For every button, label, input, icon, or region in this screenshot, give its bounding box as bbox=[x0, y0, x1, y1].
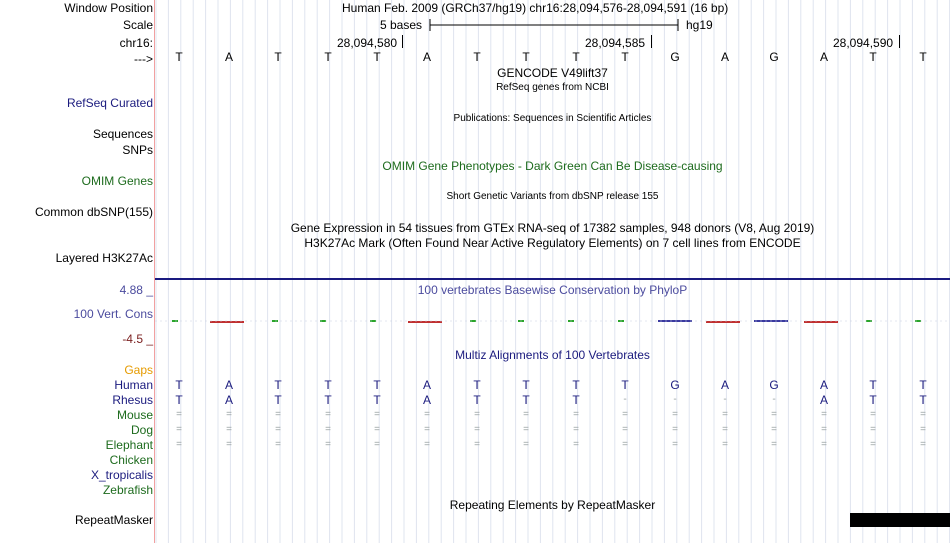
alignment-base: = bbox=[821, 439, 827, 450]
alignment-base: = bbox=[374, 439, 380, 450]
species-label[interactable]: Chicken bbox=[109, 453, 153, 467]
alignment-base: = bbox=[622, 424, 628, 435]
alignment-base: A bbox=[422, 393, 431, 407]
alignment-base: T bbox=[324, 378, 332, 392]
multiz-track-title[interactable]: Multiz Alignments of 100 Vertebrates bbox=[455, 348, 650, 362]
reference-base: G bbox=[670, 50, 680, 64]
alignment-base: = bbox=[722, 439, 728, 450]
alignment-base: T bbox=[373, 378, 381, 392]
gencode-track-title[interactable]: GENCODE V49lift37 bbox=[497, 66, 608, 80]
alignment-base: = bbox=[920, 439, 926, 450]
reference-base: T bbox=[621, 50, 629, 64]
alignment-base: = bbox=[176, 439, 182, 450]
alignment-base: = bbox=[672, 409, 678, 420]
alignment-base: T bbox=[522, 393, 530, 407]
reference-base: T bbox=[572, 50, 580, 64]
chrom-label: chr16: bbox=[119, 36, 153, 50]
alignment-base: A bbox=[819, 393, 828, 407]
phylop-track-title[interactable]: 100 vertebrates Basewise Conservation by PhyloP bbox=[417, 283, 688, 297]
omim-genes-label[interactable]: OMIM Genes bbox=[81, 174, 153, 188]
phylop-mark bbox=[408, 321, 442, 323]
alignment-base: = bbox=[176, 424, 182, 435]
refseq-track-subtitle[interactable]: RefSeq genes from NCBI bbox=[496, 82, 609, 93]
alignment-base: = bbox=[821, 409, 827, 420]
alignment-base: = bbox=[275, 424, 281, 435]
alignment-base: = bbox=[474, 439, 480, 450]
coord-tick-mark-3 bbox=[899, 35, 900, 48]
reference-base: T bbox=[522, 50, 530, 64]
layered-h3k27ac-label[interactable]: Layered H3K27Ac bbox=[55, 251, 153, 265]
alignment-base: = bbox=[424, 424, 430, 435]
alignment-base: = bbox=[523, 439, 529, 450]
alignment-base: = bbox=[374, 424, 380, 435]
alignment-base: = bbox=[870, 439, 876, 450]
alignment-base: T bbox=[473, 378, 481, 392]
sequences-label[interactable]: Sequences bbox=[92, 127, 153, 141]
reference-base: A bbox=[819, 50, 828, 64]
repeat-element-block[interactable] bbox=[850, 513, 950, 527]
alignment-base: = bbox=[523, 424, 529, 435]
alignment-base: T bbox=[324, 393, 332, 407]
species-label[interactable]: Rhesus bbox=[112, 393, 153, 407]
alignment-base: = bbox=[474, 409, 480, 420]
scale-value: 5 bases bbox=[380, 18, 423, 32]
reference-base: A bbox=[422, 50, 431, 64]
alignment-base: T bbox=[274, 378, 282, 392]
alignment-base: A bbox=[224, 393, 233, 407]
alignment-base: T bbox=[373, 393, 381, 407]
reference-base: T bbox=[919, 50, 927, 64]
alignment-base: T bbox=[175, 393, 183, 407]
reference-base: T bbox=[324, 50, 332, 64]
species-label[interactable]: Zebrafish bbox=[102, 483, 153, 497]
alignment-base: = bbox=[275, 409, 281, 420]
alignment-base: T bbox=[869, 393, 877, 407]
alignment-base: = bbox=[424, 439, 430, 450]
alignment-base: - bbox=[673, 394, 677, 405]
alignment-base: = bbox=[622, 439, 628, 450]
gaps-label[interactable]: Gaps bbox=[124, 363, 153, 377]
alignment-base: = bbox=[771, 439, 777, 450]
alignment-base: A bbox=[224, 378, 233, 392]
reference-base: T bbox=[373, 50, 381, 64]
alignment-base: = bbox=[176, 409, 182, 420]
alignment-base: = bbox=[325, 424, 331, 435]
alignment-base: = bbox=[622, 409, 628, 420]
phylop-min-label: -4.5 _ bbox=[122, 332, 153, 346]
vert-cons-label[interactable]: 100 Vert. Cons bbox=[73, 307, 153, 321]
alignment-base: = bbox=[870, 409, 876, 420]
alignment-base: = bbox=[722, 409, 728, 420]
dbsnp-track-title[interactable]: Short Genetic Variants from dbSNP release 155 bbox=[446, 191, 659, 202]
phylop-signal bbox=[155, 312, 950, 328]
scale-bar bbox=[428, 17, 680, 33]
repeatmasker-label[interactable]: RepeatMasker bbox=[74, 513, 153, 527]
alignment-base: A bbox=[819, 378, 828, 392]
alignment-base: G bbox=[769, 378, 779, 392]
species-label[interactable]: X_tropicalis bbox=[90, 468, 153, 482]
alignment-base: = bbox=[672, 439, 678, 450]
alignment-base: T bbox=[869, 378, 877, 392]
refseq-curated-label[interactable]: RefSeq Curated bbox=[66, 96, 153, 110]
alignment-base: = bbox=[226, 409, 232, 420]
alignment-base: T bbox=[621, 378, 629, 392]
alignment-base: G bbox=[670, 378, 680, 392]
alignment-base: = bbox=[226, 424, 232, 435]
alignment-base: T bbox=[522, 378, 530, 392]
alignment-base: = bbox=[722, 424, 728, 435]
alignment-base: = bbox=[870, 424, 876, 435]
alignment-base: T bbox=[175, 378, 183, 392]
h3k27ac-track-title[interactable]: H3K27Ac Mark (Often Found Near Active Regulatory Elements) on 7 cell lines from ENCODE bbox=[304, 236, 801, 250]
alignment-base: - bbox=[723, 394, 727, 405]
alignment-base: = bbox=[573, 439, 579, 450]
alignment-base: - bbox=[772, 394, 776, 405]
repeatmasker-track-title[interactable]: Repeating Elements by RepeatMasker bbox=[449, 498, 656, 512]
reference-base: A bbox=[224, 50, 233, 64]
window-position-label: Window Position bbox=[64, 1, 153, 15]
alignment-base: = bbox=[821, 424, 827, 435]
alignment-base: = bbox=[374, 409, 380, 420]
species-label[interactable]: Human bbox=[114, 378, 153, 392]
scale-assembly: hg19 bbox=[686, 18, 713, 32]
alignment-base: - bbox=[623, 394, 627, 405]
alignment-base: = bbox=[325, 439, 331, 450]
h3k27ac-baseline bbox=[155, 278, 950, 280]
coord-tick-2: 28,094,585 bbox=[585, 36, 646, 50]
alignment-base: = bbox=[226, 439, 232, 450]
strand-label: ---> bbox=[134, 52, 153, 66]
coord-tick-3: 28,094,590 bbox=[833, 36, 894, 50]
reference-base: T bbox=[473, 50, 481, 64]
phylop-mark bbox=[706, 321, 740, 323]
species-label[interactable]: Elephant bbox=[105, 438, 153, 452]
scale-label: Scale bbox=[122, 18, 153, 32]
reference-base: G bbox=[769, 50, 779, 64]
alignment-base: = bbox=[523, 409, 529, 420]
alignment-base: T bbox=[274, 393, 282, 407]
alignment-base: = bbox=[771, 409, 777, 420]
species-label[interactable]: Mouse bbox=[116, 408, 153, 422]
alignment-base: = bbox=[474, 424, 480, 435]
alignment-base: T bbox=[572, 378, 580, 392]
gtex-track-title[interactable]: Gene Expression in 54 tissues from GTEx RNA-seq of 17382 samples, 948 donors (V8, Aug 2019) bbox=[290, 221, 815, 235]
reference-base: A bbox=[720, 50, 729, 64]
alignment-base: = bbox=[424, 409, 430, 420]
alignment-base: = bbox=[672, 424, 678, 435]
alignment-base: = bbox=[573, 409, 579, 420]
reference-base: T bbox=[274, 50, 282, 64]
phylop-max-label: 4.88 _ bbox=[119, 283, 153, 297]
alignment-base: = bbox=[275, 439, 281, 450]
alignment-base: A bbox=[422, 378, 431, 392]
alignment-base: = bbox=[920, 424, 926, 435]
alignment-base: T bbox=[473, 393, 481, 407]
reference-base: T bbox=[175, 50, 183, 64]
snps-label[interactable]: SNPs bbox=[122, 143, 153, 157]
alignment-base: A bbox=[720, 378, 729, 392]
window-position-value[interactable]: Human Feb. 2009 (GRCh37/hg19) chr16:28,094,576-28,094,591 (16 bp) bbox=[342, 1, 729, 15]
alignment-base: = bbox=[920, 409, 926, 420]
phylop-mark bbox=[210, 321, 244, 323]
species-label[interactable]: Dog bbox=[130, 423, 153, 437]
coord-tick-mark-2 bbox=[651, 35, 652, 48]
alignment-base: T bbox=[919, 393, 927, 407]
alignment-base: = bbox=[573, 424, 579, 435]
coord-tick-1: 28,094,580 bbox=[337, 36, 398, 50]
alignment-base: T bbox=[919, 378, 927, 392]
omim-track-title[interactable]: OMIM Gene Phenotypes - Dark Green Can Be Disease-causing bbox=[382, 159, 723, 173]
alignment-base: = bbox=[771, 424, 777, 435]
phylop-mark bbox=[804, 321, 838, 323]
alignment-base: T bbox=[572, 393, 580, 407]
publications-track-title[interactable]: Publications: Sequences in Scientific Articles bbox=[453, 113, 652, 124]
coord-tick-mark-1 bbox=[402, 35, 403, 48]
reference-base: T bbox=[869, 50, 877, 64]
common-dbsnp-label[interactable]: Common dbSNP(155) bbox=[34, 205, 153, 219]
alignment-base: = bbox=[325, 409, 331, 420]
